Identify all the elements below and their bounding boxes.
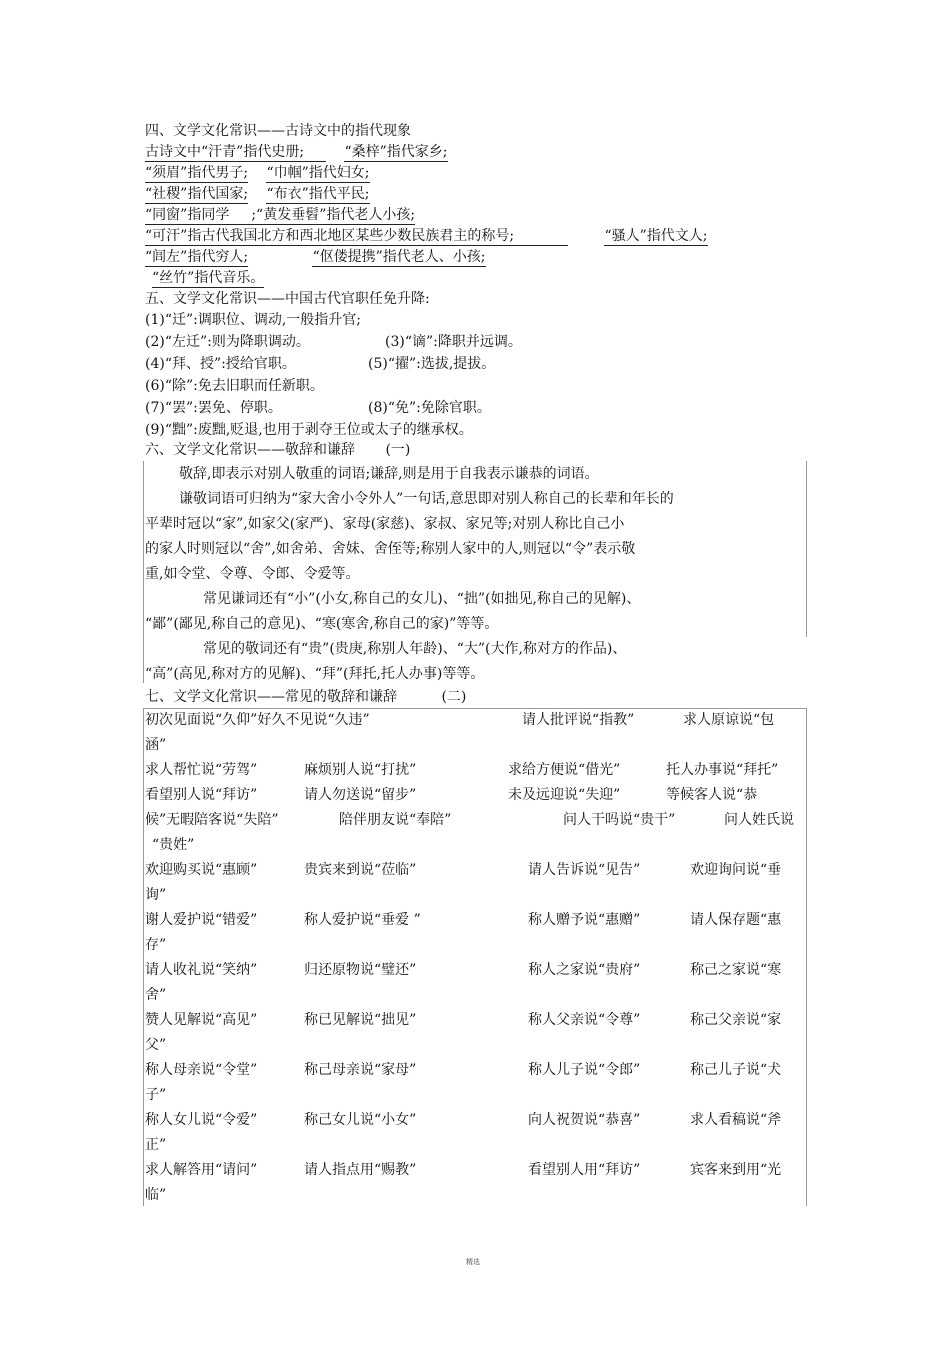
sec7-cell: 请人批评说“指教” — [522, 712, 635, 728]
sec7-cell: 称人赠予说“惠赠” — [528, 912, 641, 928]
sec6-p4-line2: “高”(高见,称对方的见解)、“拜”(拜托,托人办事)等等。 — [145, 666, 485, 682]
sec4-item: “闾左”指代穷人; — [145, 249, 249, 265]
sec7-cell: 求给方便说“借光” — [508, 762, 621, 778]
section-6-heading-tag: (一) — [385, 442, 411, 458]
sec7-cell: 称己之家说“寒 — [690, 962, 782, 978]
sec7-cell: 称己母亲说“家母” — [304, 1062, 417, 1078]
sec5-line-2a: (2)“左迁”:则为降职调动。 — [145, 334, 310, 350]
sec6-p4-line1: 常见的敬词还有“贵”(贵庚,称别人年龄)、“大”(大作,称对方的作品)、 — [203, 641, 627, 657]
sec4-line-3 — [145, 185, 370, 204]
sec7-cell-continuation: “贵姓” — [152, 837, 195, 853]
sec7-cell: 请人告诉说“见告” — [528, 862, 641, 878]
sec7-cell-continuation: 舍” — [145, 987, 167, 1003]
sec7-cell-continuation: 临” — [145, 1187, 167, 1203]
sec7-cell: 归还原物说“璧还” — [304, 962, 417, 978]
sec7-cell: 称人之家说“贵府” — [528, 962, 641, 978]
sec4-line-6 — [145, 248, 486, 267]
section-7-heading-text: 七、文学文化常识——常见的敬辞和谦辞 — [145, 689, 397, 705]
sec6-right-rule — [806, 461, 807, 637]
section-6-heading-text: 六、文学文化常识——敬辞和谦辞 — [145, 442, 355, 458]
sec7-cell: 称人父亲说“令尊” — [528, 1012, 641, 1028]
sec4-item: “骚人”指代文人; — [604, 228, 708, 244]
sec7-cell: 请人收礼说“笑纳” — [145, 962, 258, 978]
sec5-line-2b: (3)“谪”:降职并远调。 — [385, 334, 522, 350]
sec7-cell: 求人解答用“请问” — [145, 1162, 258, 1178]
sec7-cell: 称人女儿说“令爱” — [145, 1112, 258, 1128]
sec7-cell: 托人办事说“拜托” — [666, 762, 779, 778]
sec7-cell: 问人姓氏说 — [724, 812, 794, 828]
sec7-right-rule — [806, 708, 807, 1206]
sec4-line-7 — [152, 269, 264, 288]
sec7-cell: 称己儿子说“犬 — [690, 1062, 782, 1078]
section-7-heading — [145, 688, 466, 706]
sec7-cell-continuation: 父” — [145, 1037, 167, 1053]
sec7-left-rule — [143, 708, 144, 1206]
sec4-line-5 — [145, 227, 708, 246]
sec7-cell: 陪伴朋友说“奉陪” — [339, 812, 452, 828]
sec5-line-3b: (5)“擢”:选拔,提拔。 — [368, 356, 496, 372]
sec7-cell-continuation: 存” — [145, 937, 167, 953]
sec6-p3-line2: “鄙”(鄙见,称自己的意见)、“寒(寒舍,称自己的家)”等等。 — [145, 616, 499, 632]
section-6-heading — [145, 441, 410, 459]
sec7-cell: 向人祝贺说“恭喜” — [528, 1112, 641, 1128]
sec7-cell-continuation: 涵” — [145, 737, 167, 753]
sec7-cell: 求人看稿说“斧 — [690, 1112, 782, 1128]
sec6-left-rule — [143, 461, 144, 683]
section-4-heading: 四、文学文化常识——古诗文中的指代现象 — [145, 123, 411, 139]
sec7-cell-continuation: 正” — [145, 1137, 167, 1153]
sec5-line-4: (6)“除”:免去旧职而任新职。 — [145, 378, 324, 394]
sec4-item: “布衣”指代平民; — [266, 186, 370, 202]
sec4-item: “伛偻提携”指代老人、小孩; — [312, 249, 486, 265]
sec7-cell: 候”无暇陪客说“失陪” — [145, 812, 279, 828]
sec7-cell: 称己父亲说“家 — [690, 1012, 782, 1028]
sec6-p2-line3: 的家人时则冠以“舍”,如舍弟、舍妹、舍侄等;称别人家中的人,则冠以“令”表示敬 — [145, 541, 636, 557]
sec7-cell-continuation: 子” — [145, 1087, 167, 1103]
sec6-p1: 敬辞,即表示对别人敬重的词语;谦辞,则是用于自我表示谦恭的词语。 — [179, 466, 599, 482]
sec4-item: 古诗文中“汗青”指代史册; — [145, 143, 326, 162]
sec7-cell: 看望别人用“拜访” — [528, 1162, 641, 1178]
sec5-line-5b: (8)“免”:免除官职。 — [368, 400, 491, 416]
sec5-line-5a: (7)“罢”:罢免、停职。 — [145, 400, 282, 416]
sec7-cell: 问人干吗说“贵干” — [563, 812, 676, 828]
sec7-cell: 谢人爱护说“错爱” — [145, 912, 258, 928]
sec7-cell: 求人帮忙说“劳驾” — [145, 762, 258, 778]
sec7-cell: 称己女儿说“小女” — [304, 1112, 417, 1128]
sec5-line-3a: (4)“拜、授”:授给官职。 — [145, 356, 296, 372]
sec7-cell: 未及远迎说“失迎” — [508, 787, 621, 803]
sec6-p3-line1: 常见谦词还有“小”(小女,称自己的女儿)、“拙”(如拙见,称自己的见解)、 — [203, 591, 641, 607]
sec4-item: ;“黄发垂髫”指代老人小孩; — [251, 207, 416, 223]
sec6-p2-line1: 谦敬词语可归纳为“家大舍小令外人”一句话,意思即对别人称自己的长辈和年长的 — [179, 491, 674, 507]
sec7-cell: 看望别人说“拜访” — [145, 787, 258, 803]
sec4-item: “可汗”指古代我国北方和西北地区某些少数民族君主的称号; — [145, 227, 568, 246]
sec4-line-4 — [145, 206, 415, 225]
section-5-heading: 五、文学文化常识——中国古代官职任免升降: — [145, 291, 430, 307]
sec7-cell: 称人儿子说“令郎” — [528, 1062, 641, 1078]
section-7-heading-tag: (二) — [441, 689, 467, 705]
sec7-cell: 欢迎购买说“惠顾” — [145, 862, 258, 878]
sec4-item: “社稷”指代国家; — [145, 186, 249, 202]
sec7-cell: 麻烦别人说“打扰” — [304, 762, 417, 778]
sec4-item: “丝竹”指代音乐。 — [152, 270, 265, 286]
sec6-p2-line2: 平辈时冠以“家”,如家父(家严)、家母(家慈)、家叔、家兄等;对别人称比自己小 — [145, 516, 625, 532]
sec7-cell-continuation: 询” — [145, 887, 167, 903]
sec6-p2-line4: 重,如令堂、令尊、令郎、令爱等。 — [145, 566, 360, 582]
sec7-cell: 称人爱护说“垂爱 ” — [304, 912, 421, 928]
sec7-cell: 称人母亲说“令堂” — [145, 1062, 258, 1078]
footer-text: 精选 — [466, 1258, 480, 1266]
sec7-cell: 欢迎询问说“垂 — [690, 862, 782, 878]
sec5-line-6: (9)“黜”:废黜,贬退,也用于剥夺王位或太子的继承权。 — [145, 422, 473, 438]
sec7-top-rule — [143, 708, 807, 709]
sec7-cell: 宾客来到用“光 — [690, 1162, 782, 1178]
sec4-line-2 — [145, 164, 370, 183]
sec7-cell: 赞人见解说“高见” — [145, 1012, 258, 1028]
sec4-item: “同窗”指同学 — [145, 206, 251, 225]
sec7-cell: 初次见面说“久仰”好久不见说“久违” — [145, 712, 370, 728]
sec4-item: “桑梓”指代家乡; — [344, 144, 448, 160]
sec7-cell: 请人保存题“惠 — [690, 912, 782, 928]
sec4-line-1 — [145, 143, 448, 162]
sec7-cell: 请人指点用“赐教” — [304, 1162, 417, 1178]
sec7-cell: 等候客人说“恭 — [666, 787, 758, 803]
sec4-item: “巾帼”指代妇女; — [266, 165, 370, 181]
sec7-cell: 贵宾来到说“莅临” — [304, 862, 417, 878]
sec7-cell: 请人勿送说“留步” — [304, 787, 417, 803]
sec5-line-1: (1)“迁”:调职位、调动,一般指升官; — [145, 312, 362, 328]
sec7-cell: 求人原谅说“包 — [683, 712, 775, 728]
sec7-cell: 称已见解说“拙见” — [304, 1012, 417, 1028]
sec4-item: “须眉”指代男子; — [145, 165, 249, 181]
